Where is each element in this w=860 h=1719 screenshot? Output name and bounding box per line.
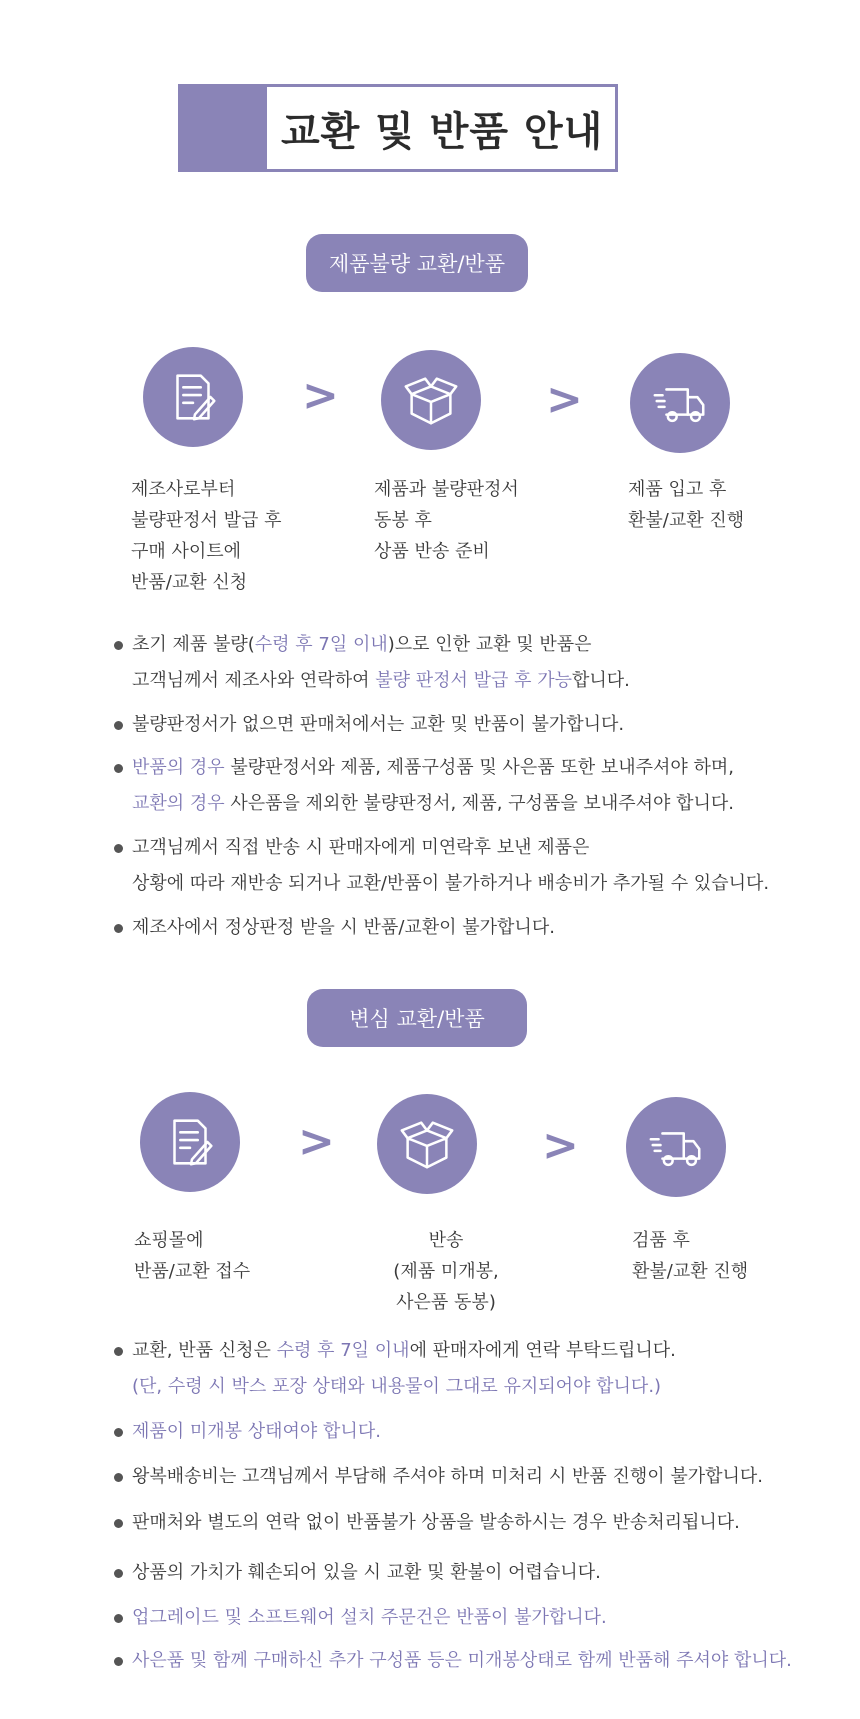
bullet-dot	[114, 1569, 123, 1578]
note-item: 반품의 경우 불량판정서와 제품, 제품구성품 및 사은품 또한 보내주셔야 하며, 교환의 경우 사은품을 제외한 불량판정서, 제품, 구성품을 보내주셔야 합니다.	[114, 750, 734, 822]
section-change-of-mind-pill: 변심 교환/반품	[307, 989, 527, 1047]
step-text-3: 검품 후 환불/교환 진행	[632, 1230, 749, 1282]
note-item: 불량판정서가 없으면 판매처에서는 교환 및 반품이 불가합니다.	[114, 707, 624, 743]
document-edit-icon	[143, 347, 243, 447]
note-item: 고객님께서 직접 반송 시 판매자에게 미연락후 보낸 제품은 상황에 따라 재반송 되거나 교환/반품이 불가하거나 배송비가 추가될 수 있습니다.	[114, 830, 769, 902]
open-box-icon	[381, 350, 481, 450]
title-accent-block	[181, 87, 267, 169]
delivery-truck-icon	[626, 1097, 726, 1197]
bullet-dot	[114, 1428, 123, 1437]
bullet-dot	[114, 1473, 123, 1482]
note-item: 상품의 가치가 훼손되어 있을 시 교환 및 환불이 어렵습니다.	[114, 1555, 601, 1591]
step-text-2: 반송 (제품 미개봉, 사은품 동봉)	[393, 1230, 499, 1313]
note-item: 사은품 및 함께 구매하신 추가 구성품 등은 미개봉상태로 함께 반품해 주셔야 합니다.	[114, 1643, 792, 1679]
step-text-1: 쇼핑몰에 반품/교환 접수	[134, 1230, 251, 1282]
delivery-truck-icon	[630, 353, 730, 453]
note-item: 초기 제품 불량(수령 후 7일 이내)으로 인한 교환 및 반품은 고객님께서 제조사와 연락하여 불량 판정서 발급 후 가능합니다.	[114, 627, 630, 699]
step-text-2: 제품과 불량판정서 동봉 후 상품 반송 준비	[374, 479, 519, 562]
note-item: 업그레이드 및 소프트웨어 설치 주문건은 반품이 불가합니다.	[114, 1600, 607, 1636]
note-item: 판매처와 별도의 연락 없이 반품불가 상품을 발송하시는 경우 반송처리됩니다.	[114, 1505, 740, 1541]
open-box-icon	[377, 1094, 477, 1194]
bullet-dot	[114, 641, 123, 650]
note-item: 왕복배송비는 고객님께서 부담해 주셔야 하며 미처리 시 반품 진행이 불가합니다.	[114, 1459, 763, 1495]
page-title: 교환 및 반품 안내	[281, 108, 604, 155]
note-item: 제조사에서 정상판정 받을 시 반품/교환이 불가합니다.	[114, 910, 555, 946]
bullet-dot	[114, 721, 123, 730]
step-arrow: >	[302, 370, 339, 421]
step-arrow: >	[542, 1120, 579, 1171]
bullet-dot	[114, 1347, 123, 1356]
bullet-dot	[114, 1519, 123, 1528]
bullet-dot	[114, 1657, 123, 1666]
section-defect-pill: 제품불량 교환/반품	[306, 234, 528, 292]
note-item: 제품이 미개봉 상태여야 합니다.	[114, 1414, 381, 1450]
bullet-dot	[114, 924, 123, 933]
step-text-3: 제품 입고 후 환불/교환 진행	[628, 479, 745, 531]
note-item: 교환, 반품 신청은 수령 후 7일 이내에 판매자에게 연락 부탁드립니다. (단, 수령 시 박스 포장 상태와 내용물이 그대로 유지되어야 합니다.)	[114, 1333, 676, 1405]
document-edit-icon	[140, 1092, 240, 1192]
bullet-dot	[114, 764, 123, 773]
step-arrow: >	[546, 374, 583, 425]
step-text-1: 제조사로부터 불량판정서 발급 후 구매 사이트에 반품/교환 신청	[131, 479, 282, 593]
step-arrow: >	[298, 1116, 335, 1167]
bullet-dot	[114, 1614, 123, 1623]
bullet-dot	[114, 844, 123, 853]
page-title-box	[178, 84, 618, 172]
